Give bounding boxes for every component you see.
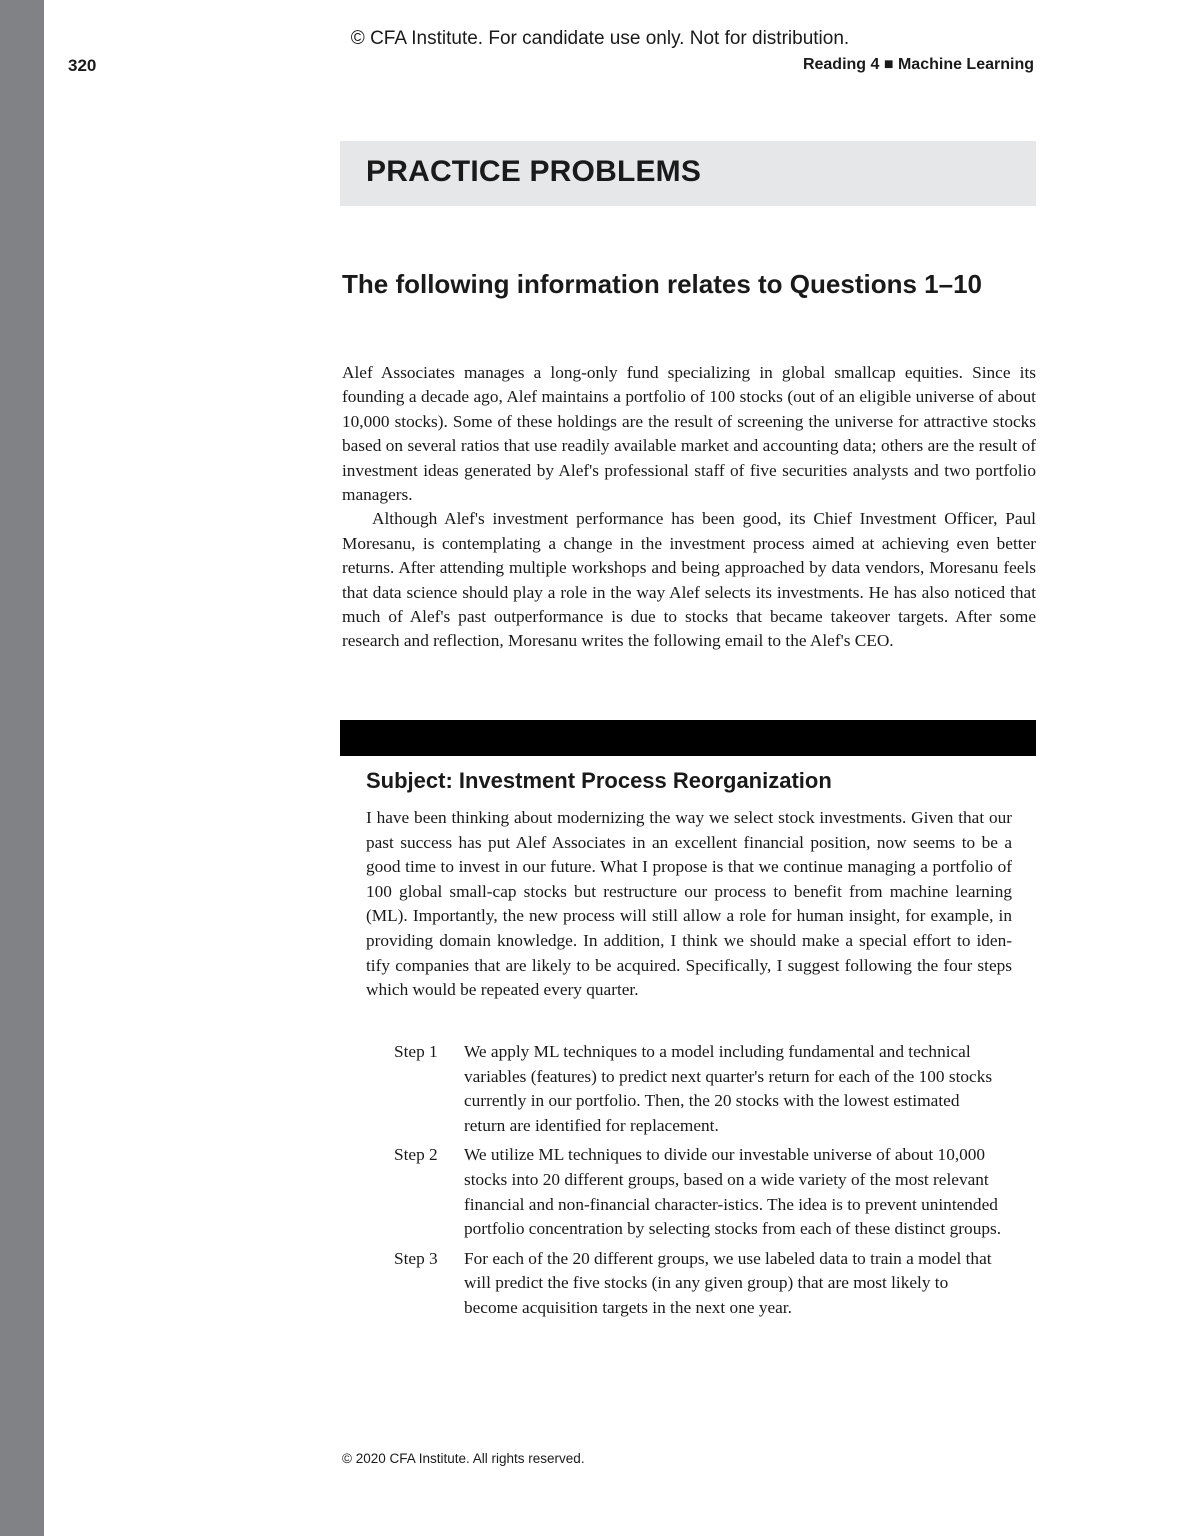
watermark: © CFA Institute. For candidate use only. Not for distribution. [350, 28, 850, 49]
footer-copyright: © 2020 CFA Institute. All rights reserved. [342, 1451, 585, 1466]
page-edge-bar [0, 0, 44, 1536]
section-title: PRACTICE PROBLEMS [366, 155, 702, 188]
step-item [394, 1040, 1014, 1138]
running-head: Reading 4 ■ Machine Learning [802, 56, 1034, 73]
step-item [394, 1143, 1014, 1241]
step-label: Step 1 [394, 1042, 438, 1061]
email-body [366, 806, 1012, 1003]
step-label: Step 3 [394, 1248, 438, 1268]
step-text: For each of the 20 different groups, we use labeled data to train a model that will predict the five stocks (in any given group) that are most likely to become acquisition targets in the next one year. [464, 1248, 992, 1317]
email-header-bar [340, 720, 1036, 756]
page-number: 320 [68, 56, 97, 75]
step-item [394, 1247, 1014, 1321]
intro-body [342, 361, 1036, 654]
step-text: We utilize ML techniques to divide our investable universe of about 10,000 stocks into 20 different groups, based on a wide variety of the most relevant financial and non-financial character-istics. The idea is to prevent unintended portfolio concentration by selecting stocks from each of these distinct groups. [464, 1145, 1002, 1239]
step-text: We apply ML techniques to a model including fundamental and technical variables (features) to predict next quarter's return for each of the 100 stocks currently in our portfolio. Then, the 20 stocks with the lowest estimated return are identified for replacement. [464, 1042, 993, 1135]
intro-heading: The following information relates to Questions 1–10 [342, 269, 982, 299]
email-steps [394, 1040, 1014, 1326]
intro-paragraph: Although Alef's investment performance has been good, its Chief Investment Officer, Paul Moresanu, is contemplating a change in the investment process aimed at achieving even better returns. After attending multiple workshops and being approached by data vendors, Moresanu feels that data science should play a role in the way Alef selects its investments. He has also noticed that much of Alef's past outperformance is due to stocks that became takeover targets. After some research and reflection, Moresanu writes the following email to the Alef's CEO. [342, 509, 1036, 651]
intro-paragraph: Alef Associates manages a long-only fund specializing in global smallcap equities. Since its founding a decade ago, Alef maintains a portfolio of 100 stocks (out of an eligible universe of about 10,000 stocks). Some of these holdings are the result of screening the universe for attractive stocks based on several ratios that use readily available market and accounting data; others are the result of investment ideas generated by Alef's professional staff of five securities analysts and two portfolio managers. [342, 363, 1036, 505]
section-banner [340, 141, 1036, 206]
step-label: Step 2 [394, 1145, 438, 1165]
email-subject: Subject: Investment Process Reorganization [366, 768, 832, 793]
email-paragraph: I have been thinking about modernizing the way we select stock investments. Given that our past success has put Alef Associates in an excellent financial position, now seems to be a good time to invest in our future. What I propose is that we continue managing a portfolio of 100 global small-cap stocks but restructure our process to benefit from machine learning (ML). Importantly, the new process will still allow a role for human insight, for example, in providing domain knowledge. In addition, I think we should make a special effort to iden-tify companies that are likely to be acquired. Specifically, I suggest following the four steps which would be repeated every quarter. [366, 808, 1012, 1000]
